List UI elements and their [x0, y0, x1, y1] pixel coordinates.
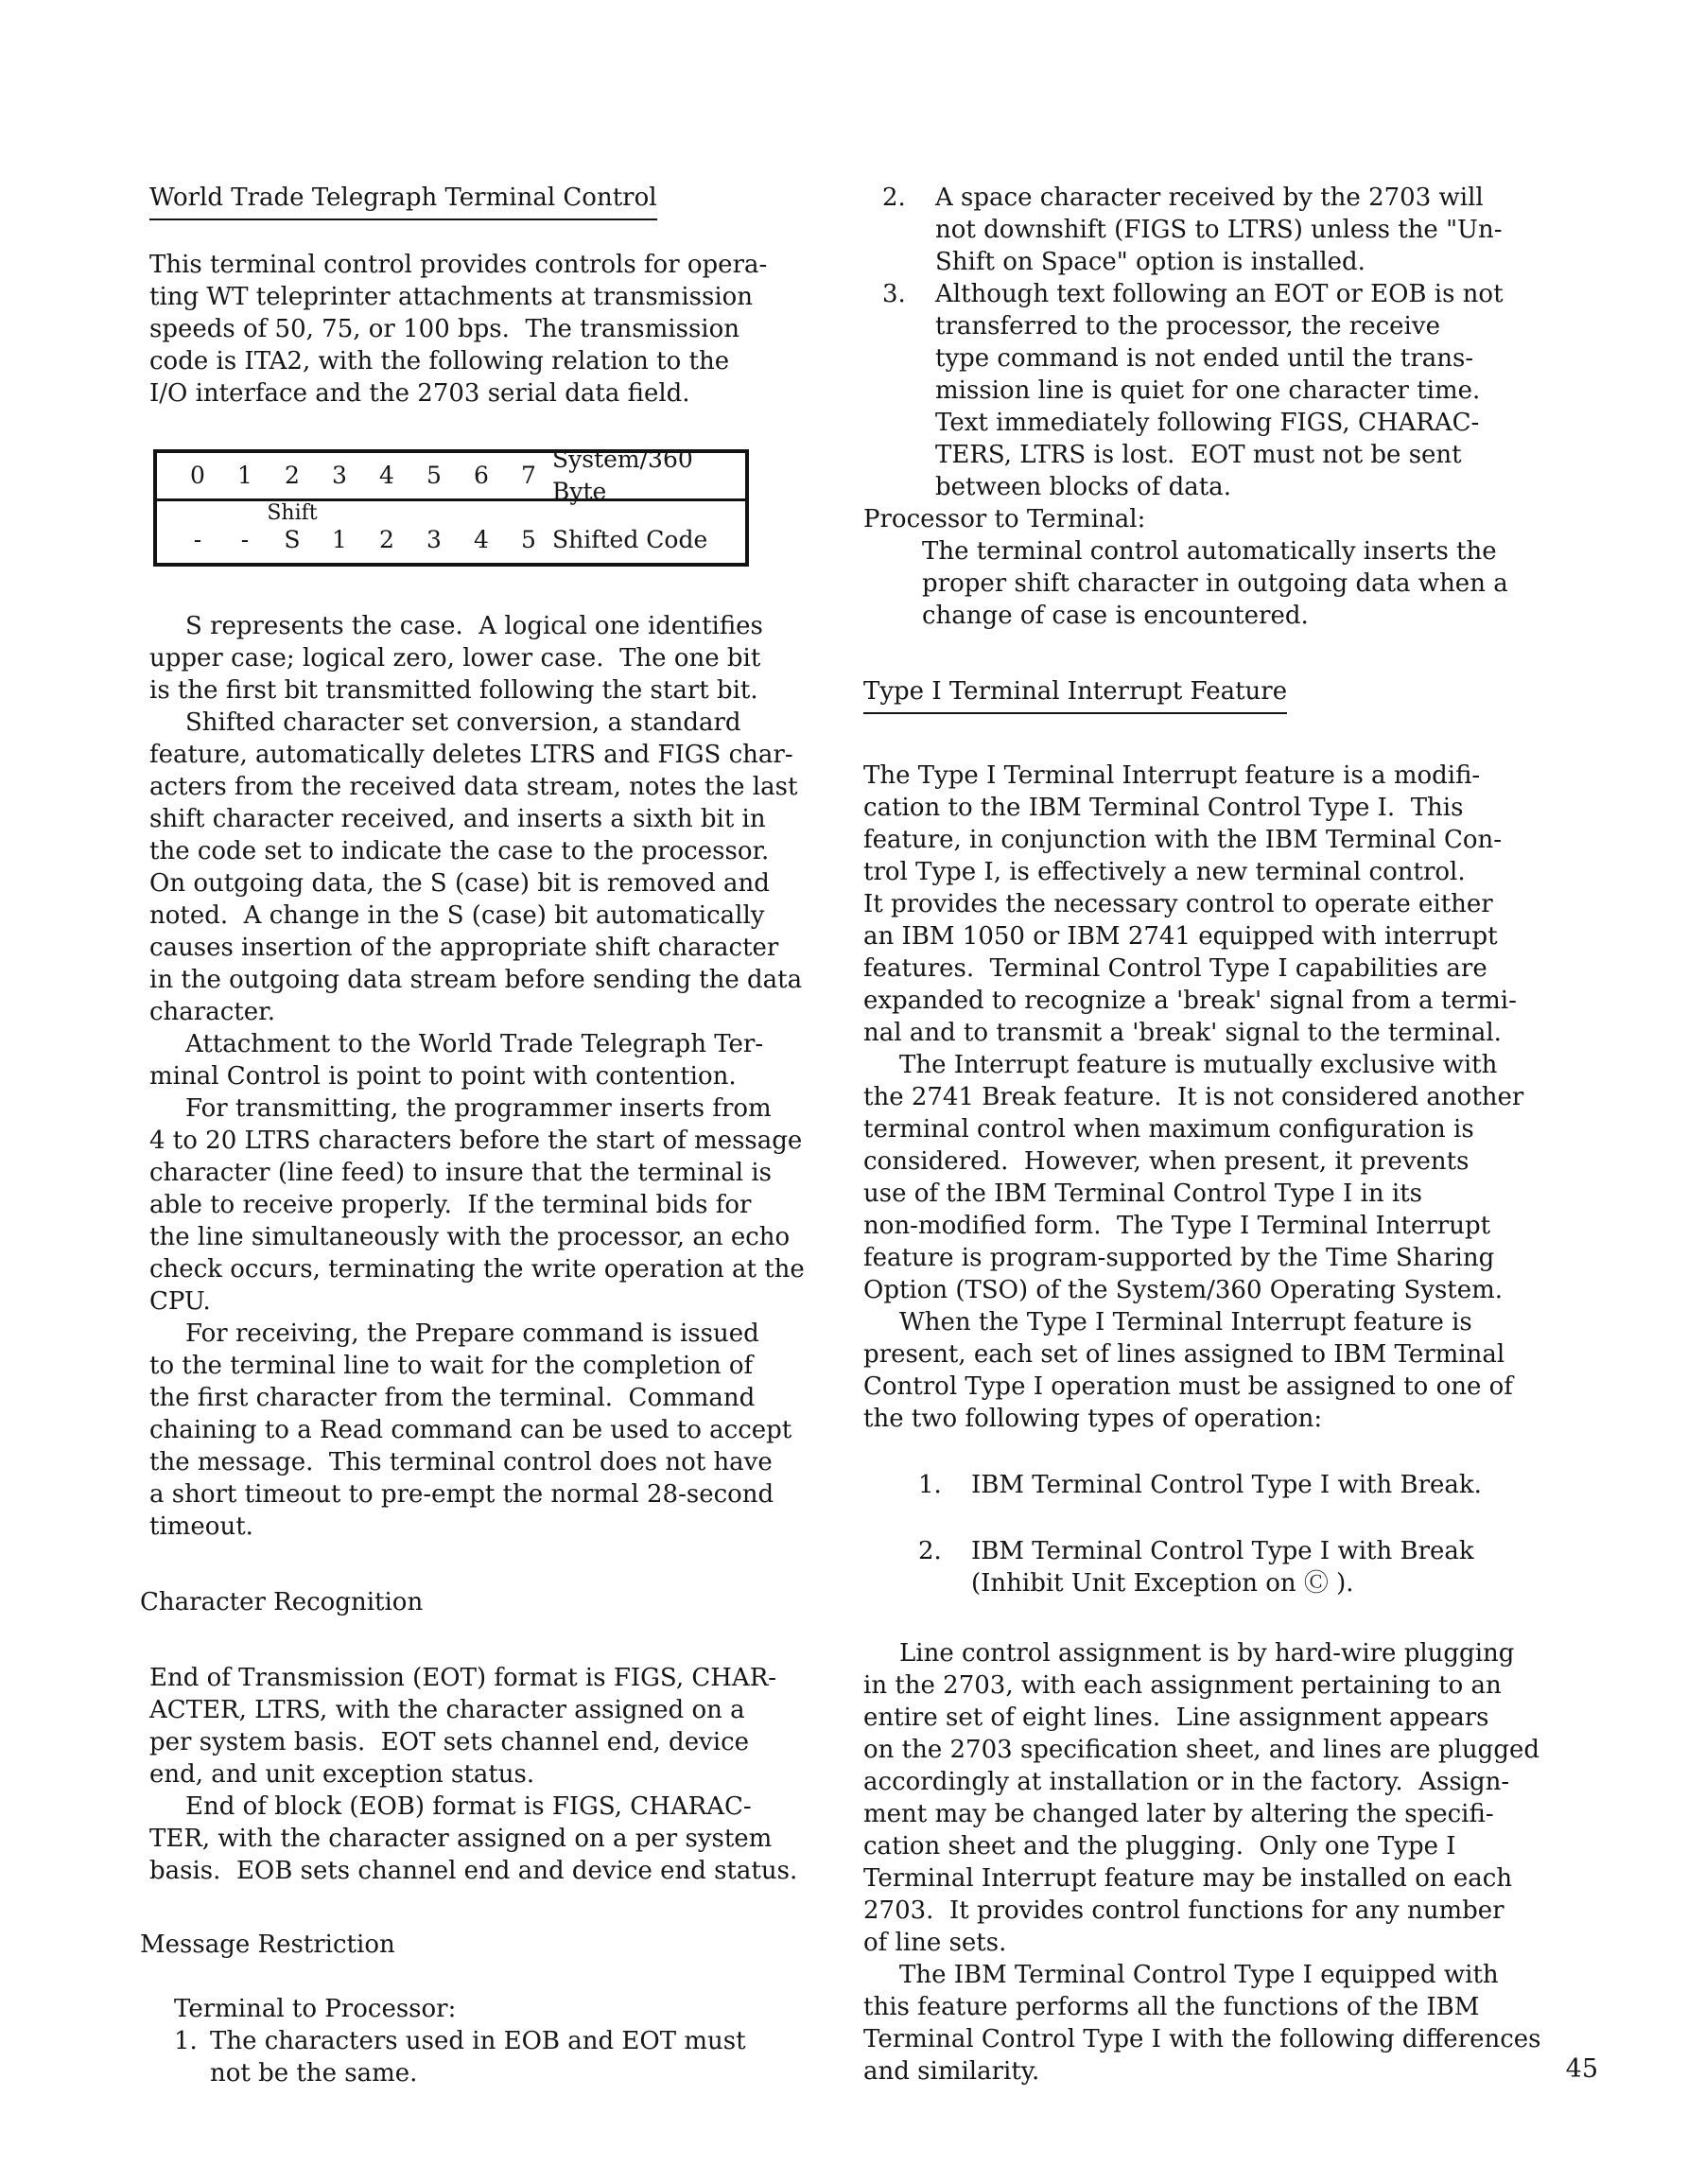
text-line: in the outgoing data stream before sending the data — [149, 966, 803, 994]
text-line: The terminal control automatically inserts the — [922, 537, 1497, 566]
bit-cell: 2 — [285, 462, 300, 489]
text-line: the code set to indicate the case to the processor. — [149, 837, 770, 865]
section-heading-message-restriction: Message Restriction — [140, 1931, 395, 1959]
section-heading-character-recognition: Character Recognition — [140, 1588, 424, 1616]
text-line: timeout. — [149, 1512, 253, 1541]
text-line: feature, automatically deletes LTRS and FIGS char- — [149, 741, 793, 769]
text-line: transferred to the processor, the receive — [935, 312, 1440, 341]
section-heading-world-trade-telegraph: World Trade Telegraph Terminal Control — [149, 182, 657, 220]
text-line: Although text following an EOT or EOB is not — [935, 280, 1504, 308]
text-line: the message. This terminal control does not have — [149, 1448, 773, 1476]
text-line: IBM Terminal Control Type I with Break. — [971, 1471, 1482, 1499]
text-line: per system basis. EOT sets channel end, device — [149, 1728, 750, 1756]
text-line: The Type I Terminal Interrupt feature is a modifi- — [863, 761, 1481, 790]
page-number: 45 — [1565, 2054, 1598, 2084]
text-line: expanded to recognize a 'break' signal from a termi- — [863, 987, 1517, 1015]
text-line: the 2741 Break feature. It is not considered another — [863, 1083, 1524, 1111]
heading-row — [140, 1929, 840, 1961]
list-item-text — [971, 1535, 1474, 1599]
text-line: shift character received, and inserts a sixth bit in — [149, 805, 766, 833]
bit-cell: 4 — [379, 462, 394, 489]
text-line: chaining to a Read command can be used to accept — [149, 1416, 792, 1444]
table-row-system360-byte — [157, 446, 745, 505]
list-item-eob-eot — [174, 2025, 840, 2089]
bit-cell: 3 — [332, 462, 347, 489]
text-line: Text immediately following FIGS, CHARAC- — [935, 409, 1480, 437]
list-number: 3. — [882, 280, 906, 308]
list-number: 2. — [882, 183, 906, 212]
text-line: feature is program-supported by the Time Sharing — [863, 1244, 1495, 1272]
text-line: On outgoing data, the S (case) bit is removed and — [149, 869, 770, 898]
text-line: in the 2703, with each assignment pertaining to an — [863, 1671, 1502, 1700]
list-number: 1. — [918, 1471, 942, 1499]
text-line: code is ITA2, with the following relation to the — [149, 347, 730, 376]
text-line: type command is not ended until the trans- — [935, 344, 1474, 373]
shift-bit-label: Shift — [267, 501, 318, 525]
left-column — [140, 182, 840, 2089]
text-line: accordingly at installation or in the factory. Assign- — [863, 1768, 1510, 1796]
text-line: change of case is encountered. — [922, 602, 1309, 630]
text-line: end, and unit exception status. — [149, 1760, 535, 1789]
text-line: entire set of eight lines. Line assignment appears — [863, 1704, 1489, 1732]
text-line: on the 2703 specification sheet, and lines are plugged — [863, 1736, 1539, 1764]
bit-cell: 5 — [521, 526, 536, 553]
text-line: Control Type I operation must be assigned to one of — [863, 1372, 1513, 1401]
text-line: Shifted character set conversion, a standard — [185, 708, 741, 737]
para-shifted-charset-conversion — [149, 707, 840, 1028]
table-row-shifted-code — [157, 498, 745, 563]
text-line: terminal control when maximum configuration is — [863, 1115, 1474, 1144]
para-for-transmitting — [149, 1092, 840, 1318]
text-line: (Inhibit Unit Exception on Ⓒ ). — [971, 1569, 1354, 1598]
text-line: cation to the IBM Terminal Control Type I. This — [863, 794, 1464, 822]
text-line: the two following types of operation: — [863, 1405, 1323, 1433]
list-number: 1. — [174, 2027, 198, 2055]
text-line: between blocks of data. — [935, 473, 1231, 501]
text-line: Option (TSO) of the System/360 Operating System. — [863, 1276, 1504, 1304]
text-line: Line control assignment is by hard-wire plugging — [899, 1639, 1515, 1668]
text-line: not be the same. — [210, 2059, 418, 2088]
bit-cell: 7 — [521, 462, 536, 489]
para-interrupt-feature-modification — [863, 760, 1629, 1049]
text-line: not downshift (FIGS to LTRS) unless the "Un- — [935, 216, 1503, 244]
para-mutually-exclusive — [863, 1049, 1629, 1306]
heading-row — [149, 182, 840, 220]
text-line: ting WT teleprinter attachments at transmission — [149, 283, 754, 311]
text-line: S represents the case. A logical one identifies — [185, 612, 763, 640]
text-line: proper shift character in outgoing data when a — [922, 569, 1508, 598]
text-line: acters from the received data stream, notes the last — [149, 773, 798, 801]
text-line: ACTER, LTRS, with the character assigned on a — [149, 1696, 745, 1724]
text-line: nal and to transmit a 'break' signal to the terminal. — [863, 1019, 1502, 1047]
text-line: The characters used in EOB and EOT must — [210, 2027, 746, 2055]
list-item-space-character — [863, 182, 1629, 278]
text-line: able to receive properly. If the terminal bids for — [149, 1191, 752, 1219]
list-item-text — [210, 2025, 746, 2089]
bit-cell: 3 — [426, 526, 442, 553]
text-line: Attachment to the World Trade Telegraph Ter- — [185, 1030, 764, 1058]
text-line: The Interrupt feature is mutually exclusive with — [899, 1051, 1498, 1079]
row-label-system360-byte: System/360 Byte — [552, 446, 693, 505]
text-line: is the first bit transmitted following the start bit. — [149, 676, 758, 705]
list-number: 2. — [918, 1537, 942, 1565]
para-line-control-assignment — [863, 1637, 1629, 1959]
para-eot-format — [149, 1662, 840, 1791]
text-line: to the terminal line to wait for the completion of — [149, 1352, 754, 1380]
text-line: upper case; logical zero, lower case. The one bit — [149, 644, 761, 673]
text-line: the line simultaneously with the processor, an echo — [149, 1223, 791, 1251]
text-line: ment may be changed later by altering the specifi- — [863, 1800, 1494, 1828]
bit-cell: - — [193, 526, 202, 553]
para-proper-shift-character — [922, 535, 1629, 632]
text-line: For transmitting, the programmer inserts from — [185, 1094, 772, 1123]
bit-cell: 1 — [237, 462, 252, 489]
text-line: End of Transmission (EOT) format is FIGS, CHAR- — [149, 1664, 777, 1692]
text-line: noted. A change in the S (case) bit automatically — [149, 901, 765, 930]
list-item-break-2 — [918, 1535, 1629, 1599]
text-line: mission line is quiet for one character time. — [935, 376, 1481, 405]
text-line: CPU. — [149, 1287, 211, 1316]
list-item-text — [935, 182, 1503, 278]
text-line: and similarity. — [863, 2057, 1040, 2086]
text-line: causes insertion of the appropriate shift character — [149, 934, 779, 962]
text-line: the first character from the terminal. Command — [149, 1384, 756, 1412]
para-eob-format — [149, 1791, 840, 1887]
list-item-text — [971, 1469, 1482, 1501]
text-line: this feature performs all the functions of the IBM — [863, 1993, 1480, 2021]
text-line: It provides the necessary control to operate either — [863, 890, 1493, 918]
text-line: A space character received by the 2703 will — [935, 183, 1484, 212]
para-intro — [149, 249, 840, 410]
text-line: cation sheet and the plugging. Only one Type I — [863, 1832, 1456, 1861]
bit-cell-shift: S — [284, 526, 301, 553]
text-line: present, each set of lines assigned to IBM Terminal — [863, 1340, 1505, 1369]
section-heading-type1-terminal-interrupt: Type I Terminal Interrupt Feature — [863, 675, 1287, 714]
text-line: basis. EOB sets channel end and device end status. — [149, 1857, 798, 1885]
para-attachment — [149, 1028, 840, 1092]
text-line: TER, with the character assigned on a per system — [149, 1825, 773, 1853]
text-line: I/O interface and the 2703 serial data field. — [149, 379, 690, 408]
bit-cell: 6 — [474, 462, 489, 489]
text-line: of line sets. — [863, 1929, 1007, 1957]
bit-cell: - — [240, 526, 250, 553]
text-line: 4 to 20 LTRS characters before the start of message — [149, 1127, 803, 1155]
text-line: character (line feed) to insure that the terminal is — [149, 1159, 773, 1187]
text-line: speeds of 50, 75, or 100 bps. The transmission — [149, 315, 740, 343]
text-line: character. — [149, 998, 275, 1026]
text-line: This terminal control provides controls for opera- — [149, 251, 768, 279]
text-line: When the Type I Terminal Interrupt feature is — [899, 1308, 1472, 1337]
text-line: Terminal Interrupt feature may be installed on each — [863, 1864, 1513, 1893]
bit-cell: 2 — [379, 526, 394, 553]
heading-row — [140, 1586, 840, 1618]
list-item-text-following-eot — [863, 278, 1629, 503]
para-s-represents-case — [149, 610, 840, 707]
text-line: non-modified form. The Type I Terminal Interrupt — [863, 1212, 1491, 1240]
text-line: IBM Terminal Control Type I with Break — [971, 1537, 1474, 1565]
text-line: considered. However, when present, it prevents — [863, 1147, 1470, 1176]
text-line: minal Control is point to point with contention. — [149, 1062, 737, 1091]
bit-cell: 4 — [474, 526, 489, 553]
list-item-break-1 — [918, 1469, 1629, 1501]
text-line: 2703. It provides control functions for any number — [863, 1896, 1504, 1925]
code-relation-table — [153, 446, 749, 567]
text-line: For receiving, the Prepare command is issued — [185, 1319, 759, 1348]
para-when-present — [863, 1306, 1629, 1435]
text-line: End of block (EOB) format is FIGS, CHARAC- — [185, 1792, 752, 1821]
text-line: feature, in conjunction with the IBM Terminal Con- — [863, 826, 1503, 854]
text-line: The IBM Terminal Control Type I equipped with — [899, 1961, 1499, 1989]
row-label-shifted-code: Shifted Code — [552, 526, 708, 553]
para-for-receiving — [149, 1318, 840, 1543]
text-line: Shift on Space" option is installed. — [935, 248, 1365, 276]
text-line: a short timeout to pre-empt the normal 28-second — [149, 1480, 774, 1509]
text-line: TERS, LTRS is lost. EOT must not be sent — [935, 441, 1462, 469]
text-line: Terminal Control Type I with the following differences — [863, 2025, 1541, 2053]
right-column — [863, 182, 1629, 2088]
text-line: features. Terminal Control Type I capabilities are — [863, 954, 1487, 983]
text-line: trol Type I, is effectively a new terminal control. — [863, 858, 1466, 886]
list-item-text — [935, 278, 1504, 503]
bit-cell: 0 — [190, 462, 205, 489]
subhead-terminal-to-processor: Terminal to Processor: — [174, 1995, 457, 2023]
subhead-processor-to-terminal: Processor to Terminal: — [863, 505, 1146, 533]
para-equipped-with-feature — [863, 1959, 1629, 2088]
bit-cell: 5 — [426, 462, 442, 489]
text-line: check occurs, terminating the write operation at the — [149, 1255, 805, 1284]
text-line: use of the IBM Terminal Control Type I in its — [863, 1179, 1423, 1208]
heading-row — [863, 675, 1629, 714]
bit-cell: 1 — [332, 526, 347, 553]
text-line: an IBM 1050 or IBM 2741 equipped with interrupt — [863, 922, 1498, 951]
